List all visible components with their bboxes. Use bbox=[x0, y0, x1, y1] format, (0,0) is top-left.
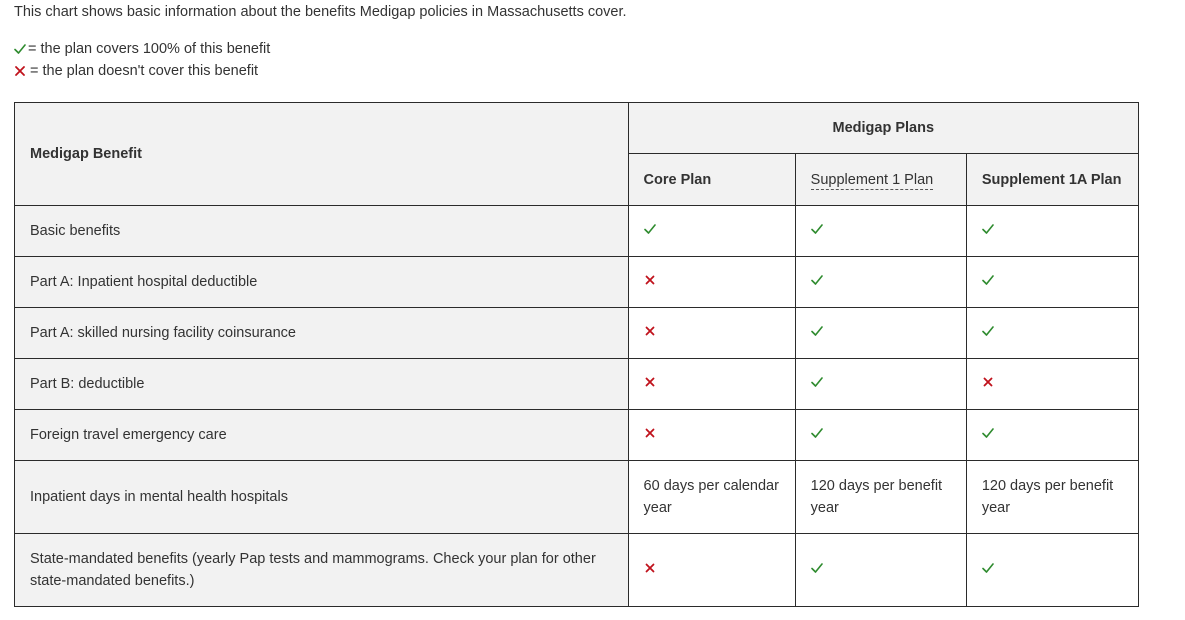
benefit-cell: Basic benefits bbox=[15, 206, 629, 257]
medigap-benefits-table bbox=[14, 102, 1139, 607]
cross-icon bbox=[644, 322, 656, 334]
check-icon bbox=[14, 43, 26, 55]
coverage-cell bbox=[966, 257, 1138, 308]
cross-icon bbox=[982, 373, 994, 385]
coverage-cell bbox=[628, 534, 795, 607]
coverage-cell bbox=[795, 534, 966, 607]
coverage-cell bbox=[966, 308, 1138, 359]
coverage-cell bbox=[795, 206, 966, 257]
legend bbox=[14, 38, 270, 82]
coverage-cell bbox=[795, 410, 966, 461]
check-icon bbox=[811, 424, 823, 436]
benefit-cell: Part A: Inpatient hospital deductible bbox=[15, 257, 629, 308]
table-row bbox=[15, 257, 1139, 308]
cross-icon bbox=[644, 271, 656, 283]
table-row bbox=[15, 534, 1139, 607]
benefit-cell: State-mandated benefits (yearly Pap tests and mammograms. Check your plan for other state-mandated benefits.) bbox=[15, 534, 629, 607]
coverage-cell bbox=[966, 359, 1138, 410]
legend-covered bbox=[14, 38, 270, 60]
check-icon bbox=[644, 220, 656, 232]
benefit-cell: Inpatient days in mental health hospitals bbox=[15, 461, 629, 534]
cross-icon bbox=[644, 424, 656, 436]
coverage-cell bbox=[795, 308, 966, 359]
coverage-cell bbox=[628, 410, 795, 461]
check-icon bbox=[811, 559, 823, 571]
coverage-cell bbox=[795, 257, 966, 308]
check-icon bbox=[982, 322, 994, 334]
benefit-cell: Part A: skilled nursing facility coinsurance bbox=[15, 308, 629, 359]
cross-icon bbox=[14, 65, 26, 77]
coverage-cell bbox=[628, 308, 795, 359]
supplement-1-link[interactable]: Supplement 1 Plan bbox=[810, 171, 934, 188]
plan-header-core: Core Plan bbox=[628, 154, 795, 206]
coverage-text-cell: 60 days per calendar year bbox=[628, 461, 795, 534]
coverage-cell bbox=[628, 257, 795, 308]
check-icon bbox=[811, 271, 823, 283]
coverage-cell bbox=[966, 410, 1138, 461]
coverage-text-cell: 120 days per benefit year bbox=[966, 461, 1138, 534]
cross-icon bbox=[644, 559, 656, 571]
benefit-cell: Foreign travel emergency care bbox=[15, 410, 629, 461]
check-icon bbox=[811, 220, 823, 232]
plans-header: Medigap Plans bbox=[628, 103, 1138, 154]
check-icon bbox=[811, 322, 823, 334]
plan-header-supplement-1[interactable] bbox=[795, 154, 966, 206]
coverage-cell bbox=[628, 206, 795, 257]
coverage-cell bbox=[795, 359, 966, 410]
check-icon bbox=[811, 373, 823, 385]
benefit-header: Medigap Benefit bbox=[15, 103, 629, 206]
intro-text: This chart shows basic information about the benefits Medigap policies in Massachusetts cover. bbox=[14, 4, 627, 20]
check-icon bbox=[982, 271, 994, 283]
check-icon bbox=[982, 424, 994, 436]
legend-not-covered-label: = the plan doesn't cover this benefit bbox=[30, 63, 259, 79]
benefit-cell: Part B: deductible bbox=[15, 359, 629, 410]
table-row bbox=[15, 308, 1139, 359]
legend-covered-label: = the plan covers 100% of this benefit bbox=[28, 41, 271, 57]
coverage-cell bbox=[966, 206, 1138, 257]
table-row bbox=[15, 461, 1139, 534]
plan-header-supplement-1a: Supplement 1A Plan bbox=[966, 154, 1138, 206]
legend-not-covered bbox=[14, 60, 270, 82]
check-icon bbox=[982, 559, 994, 571]
coverage-text-cell: 120 days per benefit year bbox=[795, 461, 966, 534]
check-icon bbox=[982, 220, 994, 232]
table-row bbox=[15, 410, 1139, 461]
coverage-cell bbox=[628, 359, 795, 410]
table-body bbox=[15, 206, 1139, 607]
coverage-cell bbox=[966, 534, 1138, 607]
table-row bbox=[15, 206, 1139, 257]
cross-icon bbox=[644, 373, 656, 385]
table-row bbox=[15, 359, 1139, 410]
